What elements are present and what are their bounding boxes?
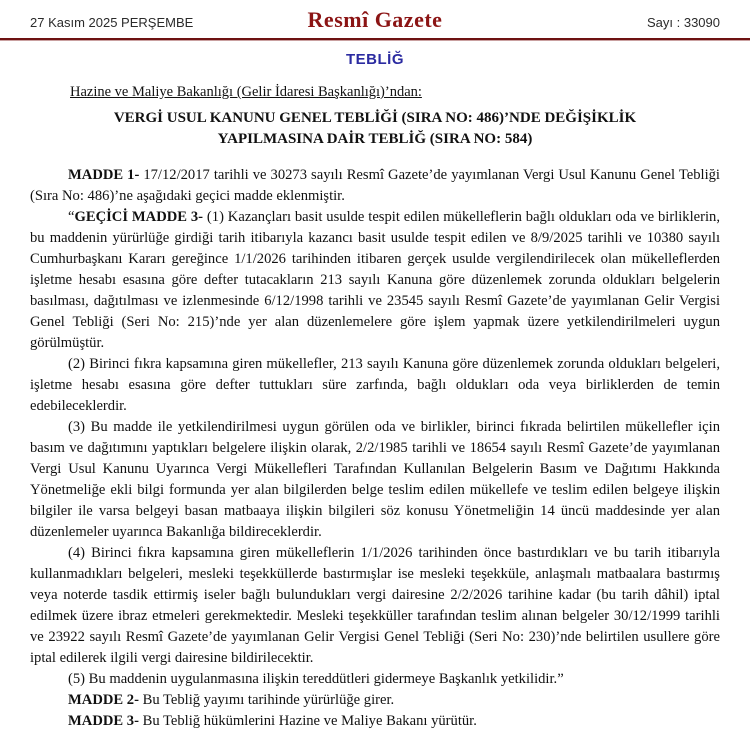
masthead-rule bbox=[0, 38, 750, 41]
issuing-authority: Hazine ve Maliye Bakanlığı (Gelir İdaresi Başkanlığı)’ndan: bbox=[70, 84, 422, 100]
paragraph-lead: MADDE 1- bbox=[68, 167, 140, 183]
paragraph: MADDE 1- 17/12/2017 tarihli ve 30273 sayılı Resmî Gazete’de yayımlanan Vergi Usul Kanunu Genel Tebliği (Sıra No: 486)’ne aşağıdaki geçici madde eklenmiştir. bbox=[30, 167, 720, 204]
paragraph-lead: MADDE 2- bbox=[68, 692, 139, 708]
document-body bbox=[30, 165, 720, 732]
issue-number: Sayı : 33090 bbox=[646, 15, 720, 30]
paragraph: (3) Bu madde ile yetkilendirilmesi uygun görülen oda ve birlikler, birinci fıkrada belirtilen mükellefler için basım ve dağıtımını yaptıkları belgelere ilişkin olarak, 2/2/1985 tarihli ve 18654 sayılı Resmî Gazete’de yayımlanan Vergi Usul Kanunu Uyarınca Vergi Mükellefleri Tarafından Kullanılan Belgelerin Basım ve Dağıtımı Hakkında Yönetmeliğe ekli bilgi formunda yer alan bilgilerden belge teslim edilen mükellefe ve teslim edilen belgeye ilişkin bilgiler ile varsa belgeyi basan matbaaya ilişkin bilgileri söz konusu Yönetmeliğin 14 üncü maddesinde yer alan düzenlemeler uyarınca Bakanlığa bildireceklerdir. bbox=[30, 419, 720, 540]
document-title bbox=[30, 108, 720, 150]
paragraph-lead: GEÇİCİ MADDE 3- bbox=[74, 209, 204, 225]
paragraph: (5) Bu maddenin uygulanmasına ilişkin tereddütleri gidermeye Başkanlık yetkilidir.” bbox=[68, 671, 564, 687]
gazette-title: Resmî Gazete bbox=[307, 7, 443, 32]
paragraph: (4) Birinci fıkra kapsamına giren mükelleflerin 1/1/2026 tarihinden önce bastırdıkları ve bu tarih itibarıyla kullanmadıkları belgeleri, mesleki teşekküllerde bastırmışlar ise mesleki teşekküle, anlaşmalı matbaalara bastırmış veya noterde tasdik ettirmiş iseler bağlı bulundukları vergi dairesine 2/2/2026 tarihine kadar (bu tarih dâhil) iptal edilmek üzere ibraz etmeleri gerekmektedir. Mesleki teşekküller tarafından teslim alınan belgeler 30/12/1999 tarihli ve 23922 sayılı Resmî Gazete’de yayımlanan Gelir Vergisi Genel Tebliği (Seri No: 230)’nde belirtilen usullere göre iptal edilerek ilgili vergi dairesine bildirilecektir. bbox=[30, 545, 720, 666]
paragraph: “GEÇİCİ MADDE 3- (1) Kazançları basit usulde tespit edilen mükelleflerin bağlı oldukları oda ve birliklerin, bu maddenin yürürlüğe girdiği tarih itibarıyla kazancı basit usulde tespit edilen ve 8/9/2025 tarihli ve 10380 sayılı Cumhurbaşkanı Kararı gereğince 1/1/2026 tarihinden itibaren gerçek usulde vergilendirilecek olan mükelleflerden işletme hesabı esasına göre defter tutacakların 213 sayılı Kanuna göre düzenlemek zorunda oldukları belgelerin basılması, dağıtılması ve izlenmesinde 6/12/1998 tarihli ve 23545 sayılı Resmî Gazete’de yayımlanan Gelir Vergisi Genel Tebliği (Seri No: 215)’nde yer alan düzenlemelere göre işlem yapmak üzere yetkilendirilmeleri uygun görülmüştür. bbox=[30, 209, 720, 351]
paragraph: (2) Birinci fıkra kapsamına giren mükellefler, 213 sayılı Kanuna göre düzenlemek zorunda oldukları belgeleri, işletme hesabı esasına göre defter tuttukları süre zarfında, bağlı oldukları oda veya birliklerden de temin edebileceklerdir. bbox=[30, 356, 720, 414]
masthead bbox=[0, 0, 750, 33]
paragraph-lead: MADDE 3- bbox=[68, 713, 139, 729]
document-title-line2: YAPILMASINA DAİR TEBLİĞ (SIRA NO: 584) bbox=[217, 131, 533, 147]
publication-date: 27 Kasım 2025 PERŞEMBE bbox=[30, 15, 194, 30]
document-content bbox=[0, 84, 750, 732]
document-title-line1: VERGİ USUL KANUNU GENEL TEBLİĞİ (SIRA NO: 486)’NDE DEĞİŞİKLİK bbox=[113, 110, 637, 126]
paragraph: MADDE 3- Bu Tebliğ hükümlerini Hazine ve Maliye Bakanı yürütür. bbox=[68, 713, 477, 729]
paragraph: MADDE 2- Bu Tebliğ yayımı tarihinde yürürlüğe girer. bbox=[68, 692, 395, 708]
section-heading: TEBLİĞ bbox=[346, 51, 404, 68]
